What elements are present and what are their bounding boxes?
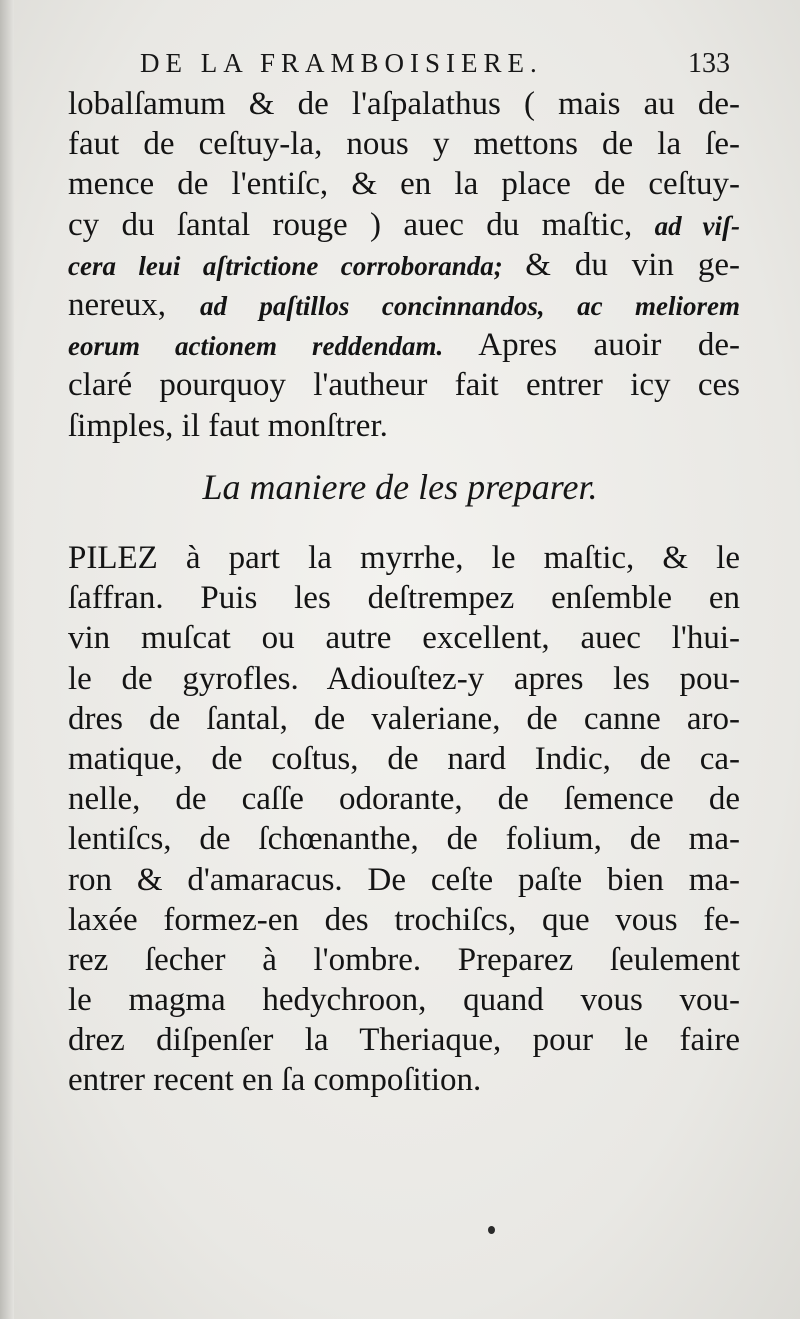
latin-phrase: ad viſ- xyxy=(654,210,741,241)
text-run: cy du ſantal rouge ) auec du maſtic, xyxy=(68,206,655,243)
text-line: le de gyrofles. Adiouſtez-y apres les pou- xyxy=(68,660,740,697)
running-title: DE LA FRAMBOISIERE. xyxy=(140,48,543,78)
text-line: lentiſcs, de ſchœnanthe, de folium, de ma- xyxy=(68,821,740,858)
latin-phrase: eorum actionem reddendam. xyxy=(68,331,479,362)
ink-spot xyxy=(488,1226,495,1234)
text-line: matique, de coſtus, de nard Indic, de ca- xyxy=(68,740,740,777)
running-head xyxy=(0,46,800,86)
paragraph-2 xyxy=(68,538,740,1101)
text-line: ſaffran. Puis les deſtrempez enſemble en xyxy=(68,580,740,617)
page-gutter-shadow xyxy=(0,0,14,1319)
text-line-mixed xyxy=(68,245,740,285)
latin-phrase: ad paſtillos concinnandos, ac meliorem xyxy=(199,290,740,321)
text-line: mence de l'entiſc, & en la place de ceſtuy- xyxy=(68,166,740,203)
page-number: 133 xyxy=(688,48,730,79)
paragraph-1 xyxy=(68,84,740,446)
text-line: laxée formez-en des trochiſcs, que vous fe- xyxy=(68,901,740,938)
text-line-mixed xyxy=(68,285,740,325)
text-line: dres de ſantal, de valeriane, de canne aro- xyxy=(68,700,740,737)
text-line-mixed xyxy=(68,325,740,365)
text-line: ſimples, il faut monſtrer. xyxy=(68,407,388,444)
text-line: lobalſamum & de l'aſpalathus ( mais au de- xyxy=(68,86,740,122)
text-run: & du vin ge- xyxy=(525,246,740,283)
section-heading: La maniere de les preparer. xyxy=(202,467,598,507)
text-line: nelle, de caſſe odorante, de ſemence de xyxy=(68,781,740,818)
text-line: faut de ceſtuy-la, nous y mettons de la ſe- xyxy=(68,126,740,163)
text-run: Apres auoir de- xyxy=(478,327,740,364)
text-line: vin muſcat ou autre excellent, auec l'hui- xyxy=(68,620,740,657)
text-run: nereux, xyxy=(68,286,200,323)
text-line: ron & d'amaracus. De ceſte paſte bien ma- xyxy=(68,861,740,898)
latin-phrase: cera leui aſtrictione corroboranda; xyxy=(68,250,526,281)
text-line-mixed xyxy=(68,205,740,245)
text-line: entrer recent en ſa compoſition. xyxy=(68,1062,482,1099)
text-line: le magma hedychroon, quand vous vou- xyxy=(68,982,740,1019)
text-line: claré pourquoy l'autheur fait entrer icy ces xyxy=(68,367,740,404)
text-line: PILEZ à part la myrrhe, le maſtic, & le xyxy=(68,540,740,576)
text-line: rez ſecher à l'ombre. Preparez ſeulement xyxy=(68,941,740,978)
text-line: drez diſpenſer la Theriaque, pour le faire xyxy=(68,1022,740,1059)
